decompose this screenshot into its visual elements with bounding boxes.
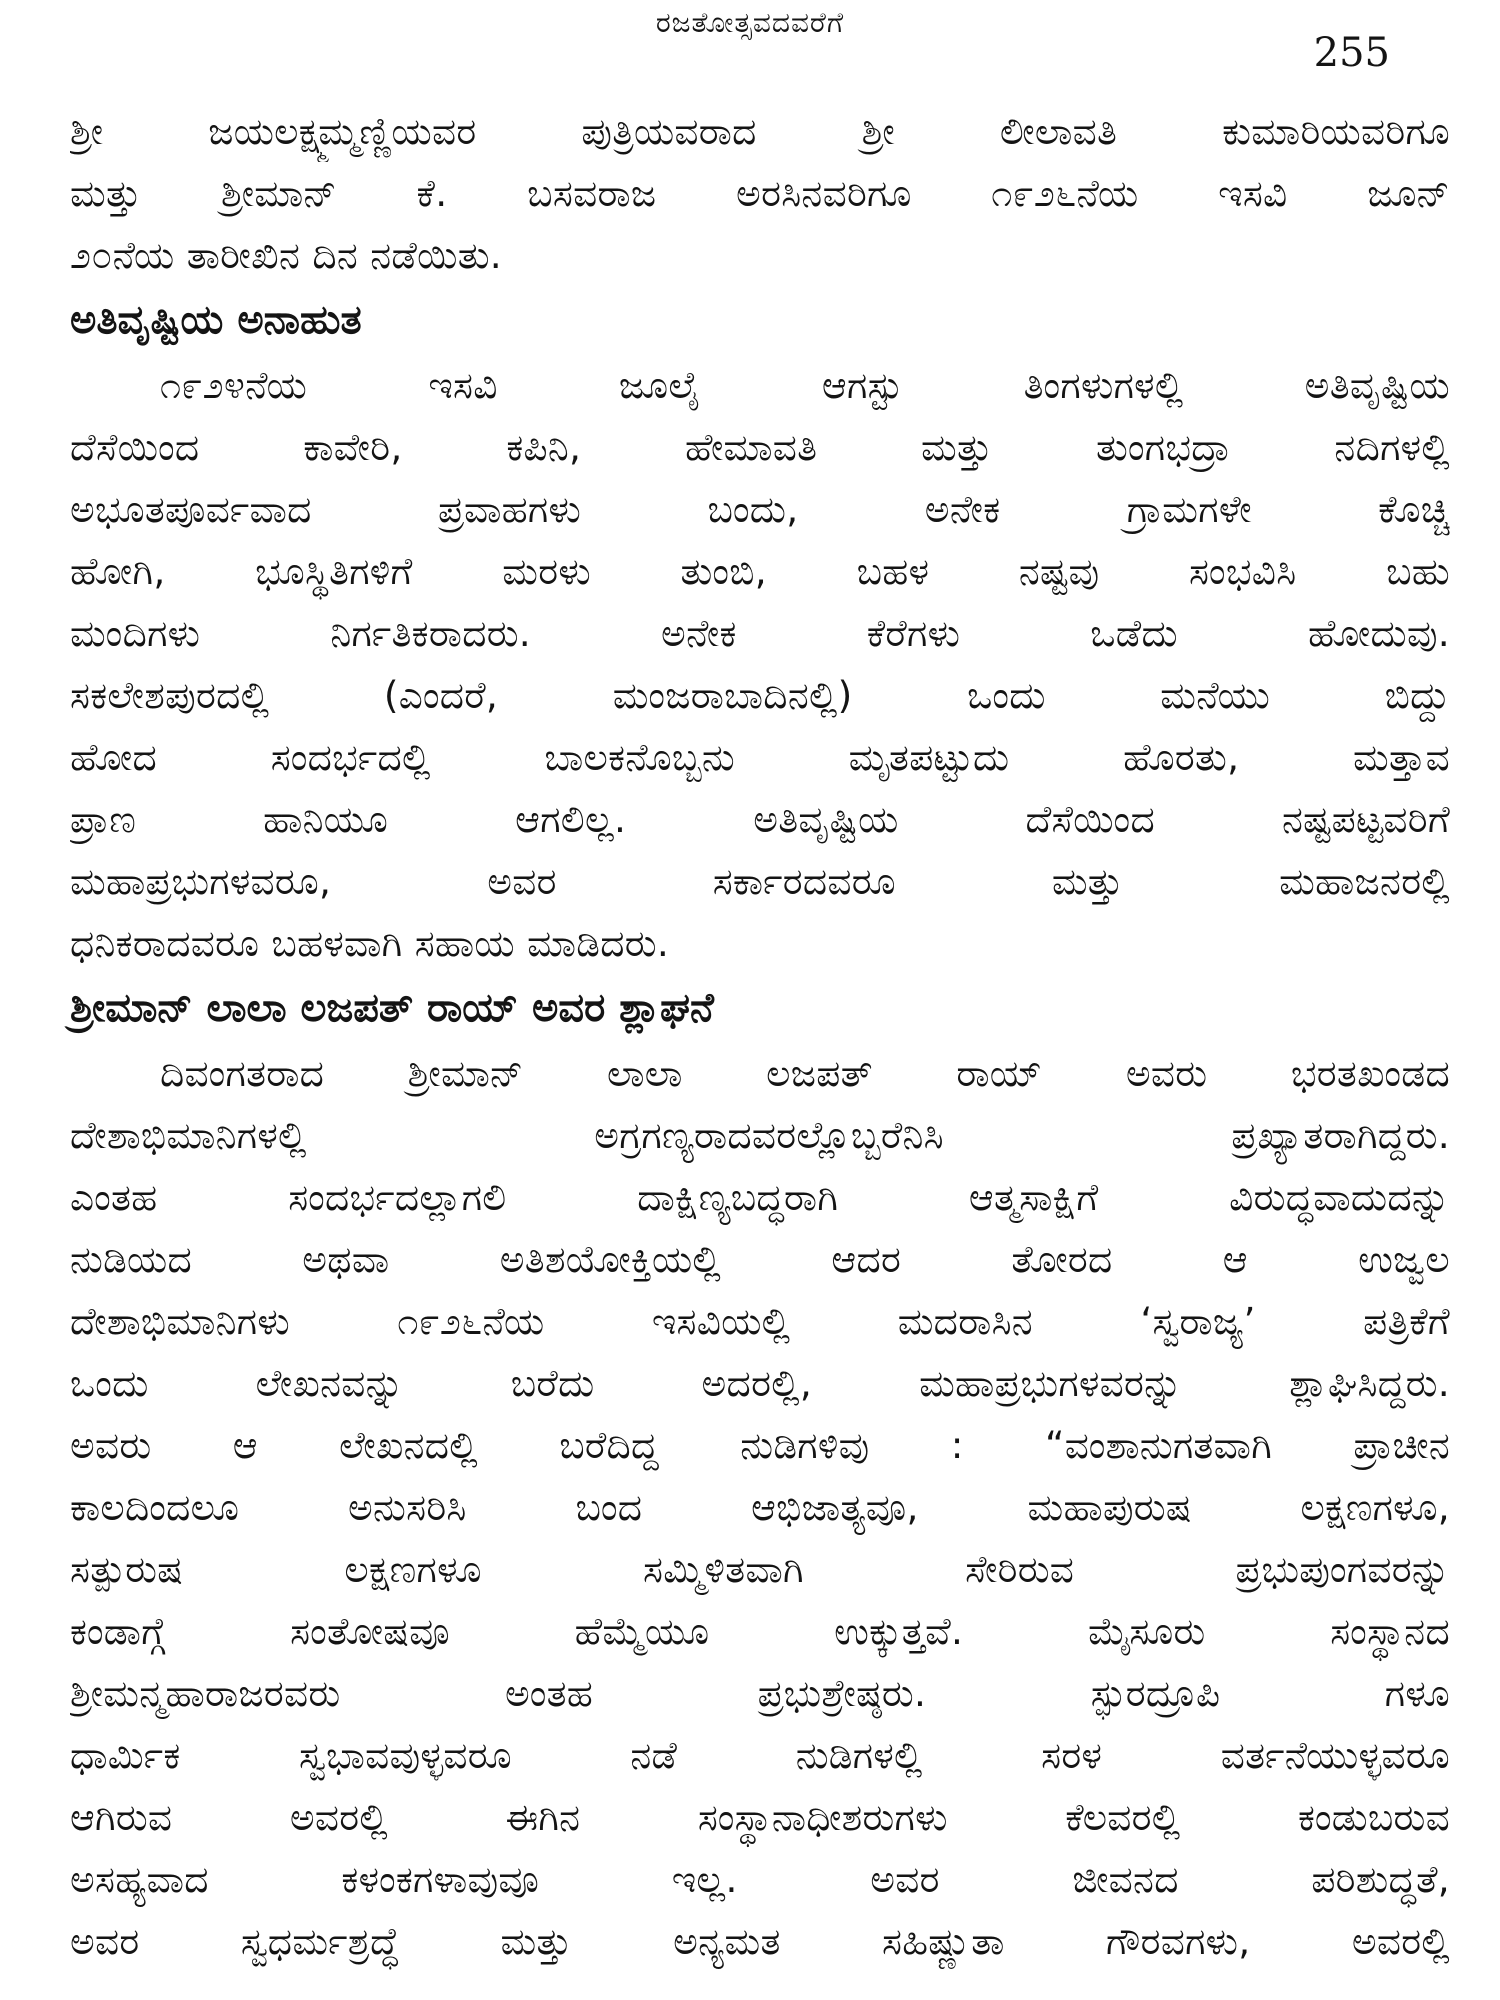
lajpat-rai-paragraph	[70, 1042, 1450, 1972]
section-heading-lajpat-rai: ಶ್ರೀಮಾನ್ ಲಾಲಾ ಲಜಪತ್ ರಾಯ್ ಅವರ ಶ್ಲಾಘನೆ	[70, 985, 714, 1031]
text-line: ದಿವಂಗತರಾದ ಶ್ರೀಮಾನ್ ಲಾಲಾ ಲಜಪತ್ ರಾಯ್ ಅವರು ಭರತಖಂಡದ	[160, 1051, 1450, 1095]
text-line: ದೆಸೆಯಿಂದ ಕಾವೇರಿ, ಕಪಿನಿ, ಹೇಮಾವತಿ ಮತ್ತು ತುಂಗಭದ್ರಾ ನದಿಗಳಲ್ಲಿ	[70, 425, 1450, 469]
text-line: ಹೋದ ಸಂದರ್ಭದಲ್ಲಿ ಬಾಲಕನೊಬ್ಬನು ಮೃತಪಟ್ಟುದು ಹೊರತು, ಮತ್ತಾವ	[70, 735, 1450, 779]
text-line: ಅವರ ಸ್ವಧರ್ಮಶ್ರದ್ಧೆ ಮತ್ತು ಅನ್ಯಮತ ಸಹಿಷ್ಣುತಾ ಗೌರವಗಳು, ಅವರಲ್ಲಿ	[70, 1919, 1450, 1963]
text-line: ಎಂತಹ ಸಂದರ್ಭದಲ್ಲಾಗಲಿ ದಾಕ್ಷಿಣ್ಯಬದ್ಧರಾಗಿ ಆತ್ಮಸಾಕ್ಷಿಗೆ ವಿರುದ್ಧವಾದುದನ್ನು	[70, 1175, 1450, 1219]
running-head: ರಜತೋತ್ಸವದವರೆಗೆ	[655, 6, 845, 39]
text-line: ಮಹಾಪ್ರಭುಗಳವರೂ, ಅವರ ಸರ್ಕಾರದವರೂ ಮತ್ತು ಮಹಾಜನರಲ್ಲಿ	[70, 859, 1450, 903]
text-line: ಸತ್ಪುರುಷ ಲಕ್ಷಣಗಳೂ ಸಮ್ಮಿಳಿತವಾಗಿ ಸೇರಿರುವ ಪ್ರಭುಪುಂಗವರನ್ನು	[70, 1547, 1450, 1591]
page-number: 255	[1313, 30, 1390, 76]
text-line: ಕಾಲದಿಂದಲೂ ಅನುಸರಿಸಿ ಬಂದ ಆಭಿಜಾತ್ಯವೂ, ಮಹಾಪುರುಷ ಲಕ್ಷಣಗಳೂ,	[70, 1485, 1450, 1529]
text-line: ಆಗಿರುವ ಅವರಲ್ಲಿ ಈಗಿನ ಸಂಸ್ಥಾನಾಧೀಶರುಗಳು ಕೆಲವರಲ್ಲಿ ಕಂಡುಬರುವ	[70, 1795, 1450, 1839]
text-line: ೧೯೨೪ನೆಯ ಇಸವಿ ಜೂಲೈ ಆಗಸ್ಟು ತಿಂಗಳುಗಳಲ್ಲಿ ಅತಿವೃಷ್ಟಿಯ	[160, 363, 1450, 407]
page-body	[70, 100, 1450, 1972]
text-line: ಮತ್ತು ಶ್ರೀಮಾನ್ ಕೆ. ಬಸವರಾಜ ಅರಸಿನವರಿಗೂ ೧೯೨೬ನೆಯ ಇಸವಿ ಜೂನ್	[70, 171, 1450, 215]
section-heading-flood: ಅತಿವೃಷ್ಟಿಯ ಅನಾಹುತ	[70, 297, 362, 343]
text-line: ೨೦ನೆಯ ತಾರೀಖಿನ ದಿನ ನಡೆಯಿತು.	[70, 233, 503, 277]
text-line: ಶ್ರೀ ಜಯಲಕ್ಷ್ಮಮ್ಮಣ್ಣಿಯವರ ಪುತ್ರಿಯವರಾದ ಶ್ರೀ ಲೀಲಾವತಿ ಕುಮಾರಿಯವರಿಗೂ	[70, 109, 1450, 153]
text-line: ಹೋಗಿ, ಭೂಸ್ಥಿತಿಗಳಿಗೆ ಮರಳು ತುಂಬಿ, ಬಹಳ ನಷ್ಟವು ಸಂಭವಿಸಿ ಬಹು	[70, 549, 1450, 593]
text-line: ಮಂದಿಗಳು ನಿರ್ಗತಿಕರಾದರು. ಅನೇಕ ಕೆರೆಗಳು ಒಡೆದು ಹೋದುವು.	[70, 611, 1450, 655]
flood-paragraph	[70, 354, 1450, 974]
text-line: ಪ್ರಾಣ ಹಾನಿಯೂ ಆಗಲಿಲ್ಲ. ಅತಿವೃಷ್ಟಿಯ ದೆಸೆಯಿಂದ ನಷ್ಟಪಟ್ಟವರಿಗೆ	[70, 797, 1450, 841]
text-line: ದೇಶಾಭಿಮಾನಿಗಳಲ್ಲಿ ಅಗ್ರಗಣ್ಯರಾದವರಲ್ಲೊಬ್ಬರೆನಿಸಿ ಪ್ರಖ್ಯಾತರಾಗಿದ್ದರು.	[70, 1113, 1450, 1157]
text-line: ಧನಿಕರಾದವರೂ ಬಹಳವಾಗಿ ಸಹಾಯ ಮಾಡಿದರು.	[70, 921, 670, 965]
text-line: ಧಾರ್ಮಿಕ ಸ್ವಭಾವವುಳ್ಳವರೂ ನಡೆ ನುಡಿಗಳಲ್ಲಿ ಸರಳ ವರ್ತನೆಯುಳ್ಳವರೂ	[70, 1733, 1450, 1777]
text-line: ಅವರು ಆ ಲೇಖನದಲ್ಲಿ ಬರೆದಿದ್ದ ನುಡಿಗಳಿವು : “ವಂಶಾನುಗತವಾಗಿ ಪ್ರಾಚೀನ	[70, 1423, 1450, 1467]
text-line: ಅಭೂತಪೂರ್ವವಾದ ಪ್ರವಾಹಗಳು ಬಂದು, ಅನೇಕ ಗ್ರಾಮಗಳೇ ಕೊಚ್ಚಿ	[70, 487, 1450, 531]
text-line: ನುಡಿಯದ ಅಥವಾ ಅತಿಶಯೋಕ್ತಿಯಲ್ಲಿ ಆದರ ತೋರದ ಆ ಉಜ್ವಲ	[70, 1237, 1450, 1281]
text-line: ಕಂಡಾಗ್ಗೆ ಸಂತೋಷವೂ ಹೆಮ್ಮೆಯೂ ಉಕ್ಕುತ್ತವೆ. ಮೈಸೂರು ಸಂಸ್ಥಾನದ	[70, 1609, 1450, 1653]
text-line: ಒಂದು ಲೇಖನವನ್ನು ಬರೆದು ಅದರಲ್ಲಿ, ಮಹಾಪ್ರಭುಗಳವರನ್ನು ಶ್ಲಾಘಿಸಿದ್ದರು.	[70, 1361, 1450, 1405]
text-line: ಸಕಲೇಶಪುರದಲ್ಲಿ (ಎಂದರೆ, ಮಂಜರಾಬಾದಿನಲ್ಲಿ) ಒಂದು ಮನೆಯು ಬಿದ್ದು	[70, 673, 1450, 717]
text-line: ಶ್ರೀಮನ್ಮಹಾರಾಜರವರು ಅಂತಹ ಪ್ರಭುಶ್ರೇಷ್ಠರು. ಸ್ಫುರದ್ರೂಪಿ ಗಳೂ	[70, 1671, 1450, 1715]
text-line: ಅಸಹ್ಯವಾದ ಕಳಂಕಗಳಾವುವೂ ಇಲ್ಲ. ಅವರ ಜೀವನದ ಪರಿಶುದ್ಧತೆ,	[70, 1857, 1450, 1901]
continued-paragraph	[70, 100, 1450, 286]
text-line: ದೇಶಾಭಿಮಾನಿಗಳು ೧೯೨೬ನೆಯ ಇಸವಿಯಲ್ಲಿ ಮದರಾಸಿನ ‘ಸ್ವರಾಜ್ಯ’ ಪತ್ರಿಕೆಗೆ	[70, 1299, 1450, 1343]
